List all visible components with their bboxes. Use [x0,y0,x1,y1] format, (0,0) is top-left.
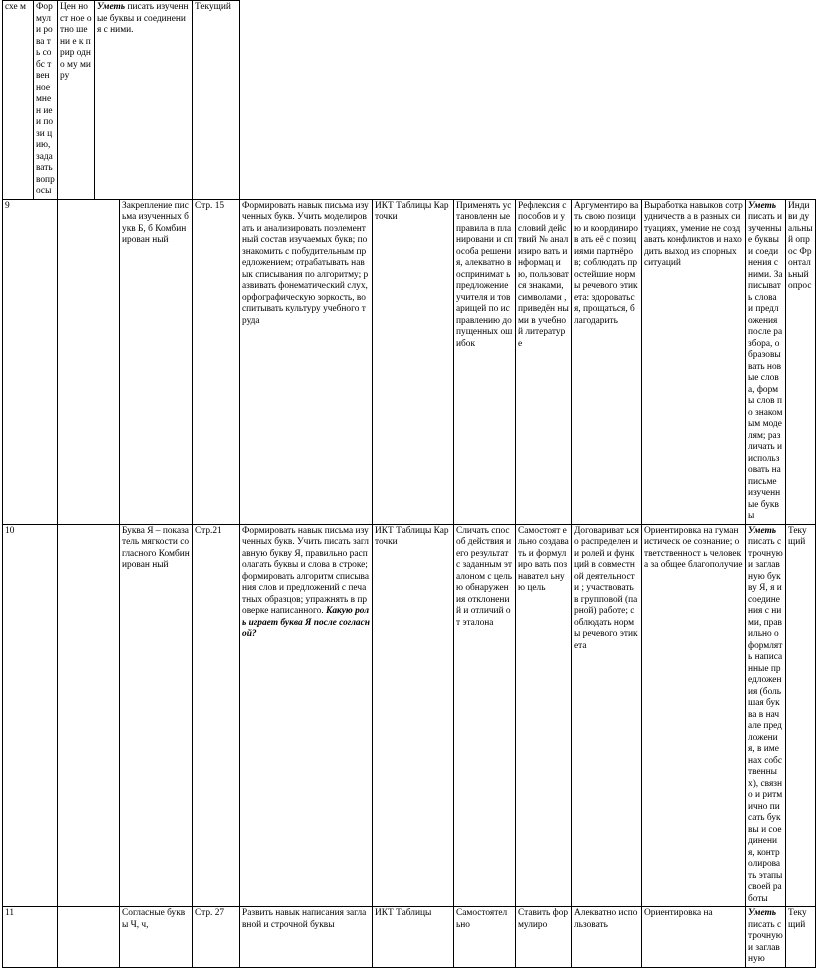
cell-lesson-number: 9 [3,199,58,524]
subject-skills-lead: Уметь [748,908,777,918]
cell-tasks [240,524,373,907]
cell-cognitive: Рефлексия способов и условий действий № анализиро вать информац ию, пользоват ся знаками, символами , приведён ными в учебной литературе [516,199,572,524]
cell-control: Текущий [786,907,816,968]
cell-value-attitude: Цен ност ное отно шени е к прир одно му миру [58,1,95,200]
cell-communicative: Алекватно использовать [572,907,642,968]
cell-page: Стр. 15 [193,199,240,524]
subject-skills-rest: писать строчную и заглавную [748,919,783,964]
cell-subject-skills [746,524,786,907]
tasks-question: Какую роль играет буква Я после согласной? [242,606,370,639]
tasks-text: Формировать навык письма изученных букв. Учить писать заглавную букву Я, правильно располагать буквы и слова в строке; формировать алгоритм списывания слов и предложений с печатных образцов; упражнять в проверке написанного. [242,525,369,616]
subject-skills-rest: писать изученные буквы и соединения с ними. Записывать слова и предложения после разбора, образовывать новые слова, формы слов по знакомым моделям; различать и использовать на письме изученные буквы [748,212,783,521]
cell-empty [58,907,120,968]
cell-tasks: Формировать навык письма изученных букв. Учить моделировать и анализировать поэлементный состав изучаемых букв; познакомить с побудительным предложением; отрабатывать навык списывания по алгоритму; развивать фонематический слух, орфографическую зоркость, воспитывать культуру учебного труда [240,199,373,524]
cell-lesson-number: 10 [3,524,58,907]
cell-topic: Закрепление письма изученных букв Б, б Комбинирован ный [120,199,193,524]
cell-topic: Буква Я – показатель мягкости согласного Комбинирован ный [120,524,193,907]
lesson-plan-table [2,0,816,968]
cell-cognitive: Ставить формулиро [516,907,572,968]
cell-cognitive: Самостоят ельно создавать и формулиро вать познавател ьную цель [516,524,572,907]
cell-personal: Ориентировка на [642,907,746,968]
cell-regulative: Сличать способ действия и его результат с заданным эталоном с целью обнаружения отклонений и отличий от эталона [454,524,516,907]
cell-communicative: Аргументиро вать свою позицию и координиров ать её с позициями партнёров; соблюдать простейшие нормы речевого этикета: здороваться, прощаться, благодарить [572,199,642,524]
cell-page: Стр. 27 [193,907,240,968]
cell-personal: Ориентировка на гуманистическ ое сознание; ответственност ь человека за общее благополучие [642,524,746,907]
cell-empty [58,199,120,524]
cell-formulate-opinion: Фор мули рова ть собс твен ное мнен ие и пози цию, зада вать вопр осы [34,1,58,200]
cell-personal: Выработка навыков сотрудничеств а в разных ситуациях, умение не создавать конфликтов и находить выход из спорных ситуаций [642,199,746,524]
cell-lesson-number: 11 [3,907,58,968]
empty-area [240,1,786,200]
subject-skills-lead: Уметь [748,525,777,536]
cell-page: Стр.21 [193,524,240,907]
cell-means: ИКТ Таблицы [373,907,454,968]
subject-result-rest: писать изученные буквы и соединения с ними. [97,2,189,35]
cell-tasks: Развить навык написания заглавной и строчной буквы [240,907,373,968]
cell-means: ИКТ Таблицы Карточки [373,199,454,524]
subject-skills-lead: Уметь [748,200,777,211]
cell-topic: Согласные буквы Ч, ч, [120,907,193,968]
cell-subject-result [95,1,193,200]
cell-empty [58,524,120,907]
cell-regulative: Самостоятел ьно [454,907,516,968]
cell-control-type: Текущий [193,1,240,200]
subject-skills-rest: писать строчную и заглавную букву Я, я и соединения с ними, правильно оформлять написанные предложения (большая буква в начале предложения, в именах собственных), связно и ритмично писать буквы и соединения, контролировать этапы своей работы [748,537,783,904]
cell-means: ИКТ Таблицы Карточки [373,524,454,907]
cell-regulative: Применять установленн ые правила в планировани и способа решения, алекватно воспринимат ь предложение учителя и товарищей по исправлению допущенных ошибок [454,199,516,524]
cell-control: Текущий [786,524,816,907]
table-row [3,199,816,524]
cell-subject-skills [746,907,786,968]
subject-result-lead: Уметь [97,2,126,12]
cell-subject-skills [746,199,786,524]
cell-scheme: схе м [3,1,34,200]
cell-communicative: Договариват ься о распределен ии ролей и функций в совместной деятельности ; участвовать в групповой (парной) работе; соблюдать нормы речевого этикета [572,524,642,907]
table-row [3,524,816,907]
table-row [3,907,816,968]
cell-control: Индиви дуальный опрос Фронтал ьный опрос [786,199,816,524]
table-row-header-fragment [3,1,816,200]
